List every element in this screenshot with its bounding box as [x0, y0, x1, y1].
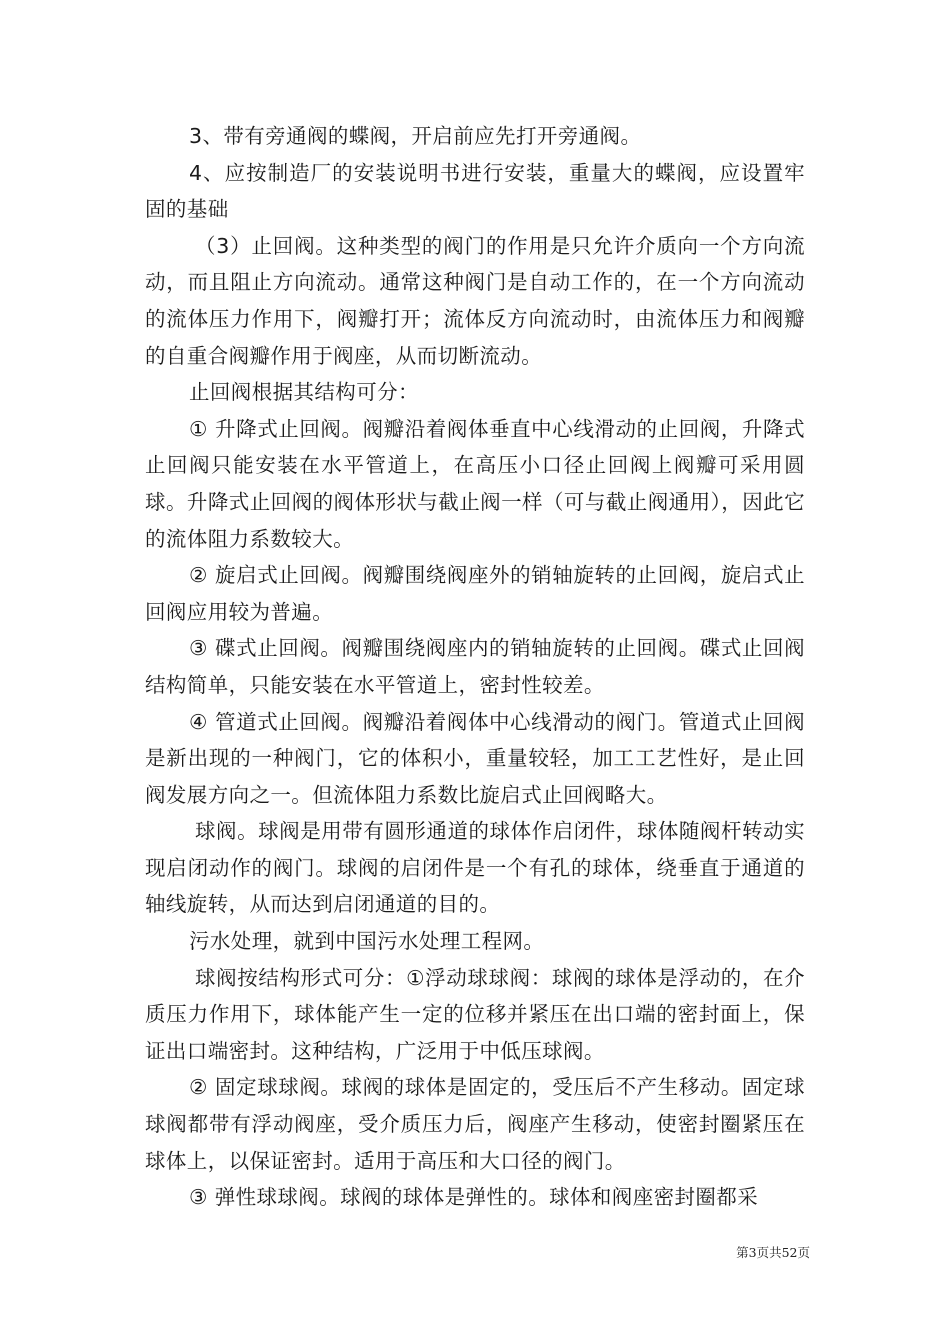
paragraph-lift-check-valve: ① 升降式止回阀。阀瓣沿着阀体垂直中心线滑动的止回阀，升降式止回阀只能安装在水平管道上，在高压小口径止回阀上阀瓣可采用圆球。升降式止回阀的阀体形状与截止阀一样（可与截止阀通用），因此它的流体阻力系数较大。	[145, 416, 805, 551]
paragraph-check-valve: （3）止回阀。这种类型的阀门的作用是只允许介质向一个方向流动，而且阻止方向流动。通常这种阀门是自动工作的，在一个方向流动的流体压力作用下，阀瓣打开；流体反方向流动时，由流体压力和阀瓣的自重合阀瓣作用于阀座，从而切断流动。	[145, 233, 805, 368]
paragraph-fixed-ball-valve: ② 固定球球阀。球阀的球体是固定的，受压后不产生移动。固定球球阀都带有浮动阀座，受介质压力后，阀座产生移动，使密封圈紧压在球体上，以保证密封。适用于高压和大口径的阀门。	[145, 1075, 805, 1173]
paragraph-inline-check-valve: ④ 管道式止回阀。阀瓣沿着阀体中心线滑动的阀门。管道式止回阀是新出现的一种阀门，它的体积小，重量较轻，加工工艺性好，是止回阀发展方向之一。但流体阻力系数比旋启式止回阀略大。	[145, 709, 805, 807]
paragraph-elastic-ball-valve: ③ 弹性球球阀。球阀的球体是弹性的。球体和阀座密封圈都采	[189, 1185, 759, 1210]
paragraph-floating-ball-valve: 球阀按结构形式可分：①浮动球球阀：球阀的球体是浮动的，在介质压力作用下，球体能产生一定的位移并紧压在出口端的密封面上，保证出口端密封。这种结构，广泛用于中低压球阀。	[145, 965, 805, 1063]
paragraph-disc-check-valve: ③ 碟式止回阀。阀瓣围绕阀座内的销轴旋转的止回阀。碟式止回阀结构简单，只能安装在水平管道上，密封性较差。	[145, 636, 805, 697]
paragraph-swing-check-valve: ② 旋启式止回阀。阀瓣围绕阀座外的销轴旋转的止回阀，旋启式止回阀应用较为普遍。	[145, 563, 805, 624]
paragraph-check-valve-types: 止回阀根据其结构可分：	[189, 380, 419, 405]
paragraph-sewage-note: 污水处理，就到中国污水处理工程网。	[189, 929, 545, 954]
paragraph-installation: 4、应按制造厂的安装说明书进行安装，重量大的蝶阀，应设置牢固的基础	[145, 160, 805, 222]
page-number: 第3页共52页	[736, 1245, 810, 1260]
body-text	[145, 118, 805, 1216]
paragraph-ball-valve: 球阀。球阀是用带有圆形通道的球体作启闭件，球体随阀杆转动实现启闭动作的阀门。球阀的启闭件是一个有孔的球体，绕垂直于通道的轴线旋转，从而达到启闭通道的目的。	[145, 819, 805, 917]
paragraph-bypass-valve: 3、带有旁通阀的蝶阀，开启前应先打开旁通阀。	[189, 124, 642, 148]
